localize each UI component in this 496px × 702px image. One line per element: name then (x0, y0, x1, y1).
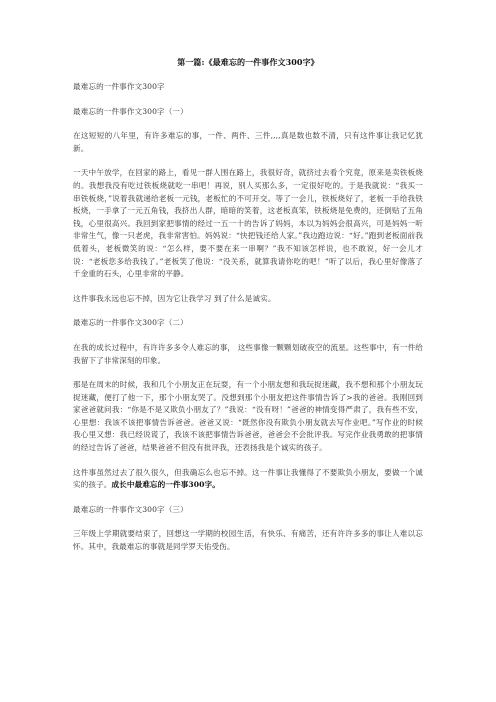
section-heading: 最难忘的一件事作文300字（一） (73, 106, 188, 116)
section-heading: 最难忘的一件事作文300字（二） (73, 318, 188, 328)
document-page (73, 56, 423, 566)
paragraph: 在我的成长过程中，有许许多多令人难忘的事， 这些事像一颗颗划破夜空的流星。这些事中，有一件给我留下了非常深刻的印象。 (73, 342, 423, 365)
paragraph (73, 467, 423, 492)
paragraph-text: 这件事虽然过去了很久很久，但我确忘么也忘不掉。这一件事让我懂得了不要欺负小朋友，要做一个诚实的孩子。 (73, 467, 423, 490)
section-heading: 最难忘的一件事作文300字（三） (73, 504, 188, 514)
bold-phrase: 成长中最难忘的一件事300字。 (111, 480, 220, 490)
section-heading: 最难忘的一件事作文300字 (73, 82, 165, 91)
document-title: 第一篇:《最难忘的一件事作文300字》 (177, 57, 319, 67)
paragraph: 一天中午放学，在回家的路上，看见一群人围在路上，我很好奇，就挤过去看个究竟，原来是卖铁板烧的。我想我没有吃过铁板烧就吃一串吧！再说，别人买那么多，一定很好吃的。于是我就说：“我买一串铁板烧，”说着我就递给老板一元钱，老板忙的不可开交。等了一会儿，铁板烧好了，老板一手给我铁板烧，一手拿了一元五角钱，我挤出人群，暗暗的笑着，这老板真笨，铁板烧是免费的，还倒贴了五角钱，心里很高兴。我回到家把事情的经过一五一十的告诉了妈妈，本以为妈妈会很高兴，可是妈妈一听非常生气，像一只老虎，我非常害怕。妈妈说：“快把钱还给人家。”我边跑边说：“好。”跑到老板面前我低着头，老板微笑的说：“怎么样，要不要在来一串啊？”我不知该怎样说，也不敢说，好一会儿才说：“老板您多给我钱了。”老板笑了他说：“没关系，就算我请你吃的吧！”听了以后，我心里好像落了千金重的石头，心里非常的平静。 (73, 168, 423, 279)
paragraph: 三年级上学期就要结束了，回想这一学期的校园生活，有快乐、有痛苦，还有许许多多的事让人难以忘怀。其中，我最难忘的事就是同学罗天佑受伤。 (73, 529, 423, 552)
paragraph: 那是在周末的时候，我和几个小朋友正在玩耍，有一个小朋友想和我玩捉迷藏，我不想和那个小朋友玩捉迷藏，便打了他一下，那个小朋友哭了。没想到那个小朋友把这件事情告诉了>我的爸爸。我刚回到家爸爸就问我：“你是不是又欺负小朋友了？”我说：“没有呀！”爸爸的神情变得严肃了，我有些不安，心里想：我该不该把事情告诉爸爸。爸爸又说：“既然你没有欺负小朋友就去写作业吧。”写作业的时候我心里又想：我已经说谎了，我该不该把事情告诉爸爸，爸爸会不会批评我。写完作业我勇敢的把事情的经过告诉了爸爸，结果爸爸不但没有批评我，还表扬我是个诚实的孩子。 (73, 380, 423, 453)
paragraph: 这件事我永远也忘不掉，因为它让我学习 到了什么是诚实。 (73, 293, 276, 303)
paragraph: 在这短短的八年里，有许多难忘的事，一件、两件、三件,,,,真是数也数不清，只有这件事让我记忆犹新。 (73, 131, 423, 153)
